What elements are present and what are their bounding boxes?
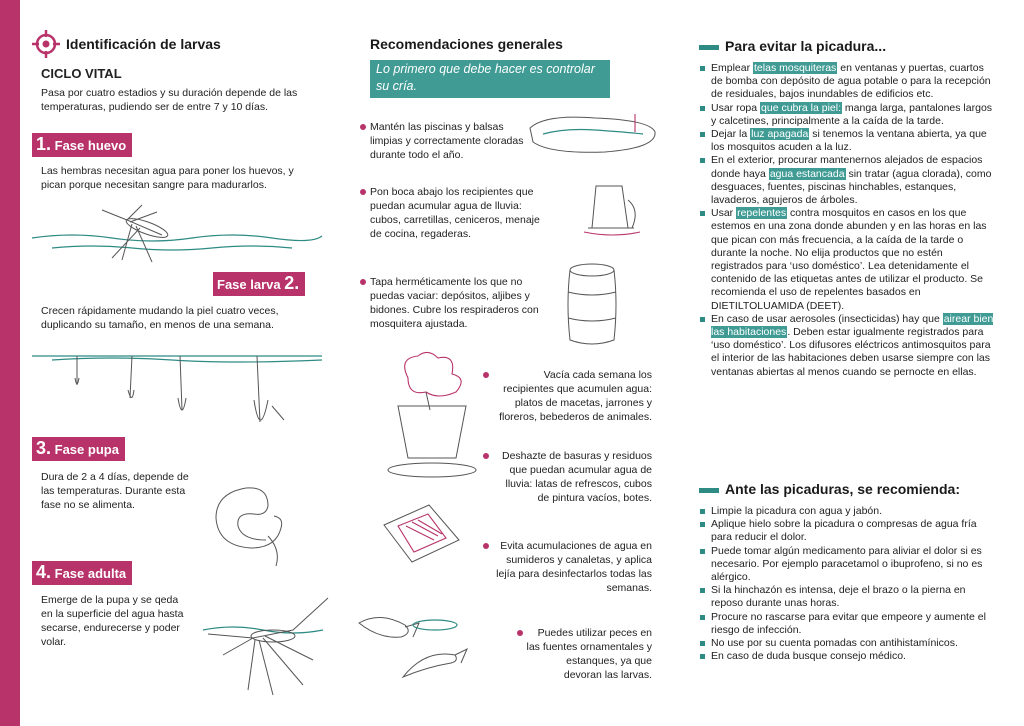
bullet-dot: [483, 372, 489, 378]
bullet-dot: [483, 543, 489, 549]
phase4-text: Emerge de la pupa y se qeda en la superficie del agua hasta secarse, endurecerse y poder volar.: [41, 594, 184, 648]
cycle-title: CICLO VITAL: [41, 66, 122, 81]
recommendation-item: Pon boca abajo los recipientes que puedan acumular agua de lluvia: cubos, carretillas, ceniceros, menaje de cocina, regaderas.: [370, 186, 540, 240]
barrel-illustration: [562, 262, 622, 347]
phase2-heading: Fase larva 2.: [213, 272, 305, 296]
avoid-bites-title: Para evitar la picadura...: [699, 38, 886, 54]
recommendation-item: Mantén las piscinas y balsas limpias y correctamente cloradas durante todo el año.: [370, 121, 524, 161]
bullet-dot: [483, 453, 489, 459]
fish-illustration: [355, 605, 470, 685]
avoid-item: Usar repelentes contra mosquitos en casos en los que estemos en una zona donde abunden y en las horas en las que pican con más frecuencia, a la caída de la tarde o durante la noche. No elija productos que no estén registrados para ‘uso doméstico’. Lea detenidamente el contenido de las etiquetas antes de utilizar el producto. Se recomienda el uso de repelentes basados en DIETILTOLUAMIDA (DEET).: [699, 207, 995, 313]
recommendation-item: Evita acumulaciones de agua en sumideros y canaletas, y aplica lejía para desinfectarlos todas las semanas.: [496, 540, 652, 594]
after-bites-title: Ante las picaduras, se recomienda:: [699, 481, 960, 497]
avoid-item: En caso de usar aerosoles (insecticidas) hay que airear bien las habitaciones. Deben estar igualmente registrados para ‘uso doméstico’. Los difusores eléctricos antimosquitos para el interior de las habitaciones deben usarse siempre con las ventanas abiertas al menos cuando se pernocte en ellas.: [699, 313, 995, 379]
after-item: En caso de duda busque consejo médico.: [699, 650, 995, 663]
cycle-text: Pasa por cuatro estadios y su duración depende de las temperaturas, pudiendo ser de entre 7 y 10 días.: [41, 87, 298, 113]
page-edge-bar: [0, 0, 20, 726]
recommendation-item: Puedes utilizar peces en las fuentes ornamentales y estanques, ya que devoran las larvas.: [526, 627, 652, 681]
larva-illustration: [32, 350, 322, 440]
bullet-dot: [360, 279, 366, 285]
avoid-item: Emplear telas mosquiteras en ventanas y puertas, cuartos de bomba con depósito de agua potable o para la recepción de residuales, bajos inundables de edificios etc.: [699, 62, 995, 102]
phase4-heading: 4. Fase adulta: [32, 561, 132, 585]
after-item: Si la hinchazón es intensa, deje el brazo o la pierna en reposo durante unas horas.: [699, 584, 995, 610]
pupa-illustration: [206, 478, 306, 568]
recommendation-item: Deshazte de basuras y residuos que puedan acumular agua de lluvia: latas de refrescos, cubos de pintura vacíos, botes.: [502, 450, 652, 504]
target-icon: [32, 30, 60, 58]
avoid-item: Dejar la luz apagada si tenemos la ventana abierta, ya que los mosquitos acuden a la luz.: [699, 128, 995, 154]
bucket-illustration: [578, 180, 648, 240]
after-item: Puede tomar algún medicamento para aliviar el dolor si es necesario. Por ejemplo paracetamol o ibuprofeno, si no es alérgico.: [699, 545, 995, 585]
intro-box: Lo primero que debe hacer es controlar su cría.: [370, 60, 610, 98]
phase1-text: Las hembras necesitan agua para poner los huevos, y pican porque necesitan sangre para madurarlos.: [41, 165, 294, 191]
after-item: No use por su cuenta pomadas con antihistamínicos.: [699, 637, 995, 650]
left-column: [28, 0, 328, 726]
bullet-dot: [517, 630, 523, 636]
adult-mosquito-illustration: [193, 590, 333, 700]
section-title: Identificación de larvas: [66, 36, 221, 52]
pool-illustration: [525, 110, 660, 160]
mosquito-egg-illustration: [32, 200, 322, 270]
flowerpot-illustration: [378, 348, 483, 483]
middle-column: [350, 0, 660, 726]
avoid-item: En el exterior, procurar mantenernos alejados de espacios donde haya agua estancada sin tratar (agua clorada), como desguaces, fuentes, piscinas hinchables, estanques, lavaderos, agujeros de árboles.: [699, 154, 995, 207]
recommendations-title: Recomendaciones generales: [370, 36, 563, 52]
phase1-heading: 1. Fase huevo: [32, 133, 132, 157]
right-column: [695, 0, 1005, 726]
phase3-text: Dura de 2 a 4 días, depende de las temperaturas. Durante esta fase no se alimenta.: [41, 471, 189, 511]
after-bites-list: [699, 505, 995, 663]
after-item: Procure no rascarse para evitar que empeore y aumente el riesgo de infección.: [699, 611, 995, 637]
phase2-text: Crecen rápidamente mudando la piel cuatro veces, duplicando su tamaño, en menos de una semana.: [41, 305, 279, 331]
after-item: Aplique hielo sobre la picadura o compresas de agua fría para reducir el dolor.: [699, 518, 995, 544]
phase3-heading: 3. Fase pupa: [32, 437, 125, 461]
bullet-dot: [360, 124, 366, 130]
recommendation-item: Vacía cada semana los recipientes que acumulen agua: platos de macetas, jarrones y floreros, bebederos de animales.: [499, 369, 652, 423]
bullet-dot: [360, 189, 366, 195]
after-item: Limpie la picadura con agua y jabón.: [699, 505, 995, 518]
avoid-bites-list: [699, 62, 995, 379]
drain-illustration: [374, 500, 464, 570]
avoid-item: Usar ropa que cubra la piel: manga larga, pantalones largos y calcetines, principalmente a la caída de la tarde.: [699, 102, 995, 128]
recommendation-item: Tapa herméticamente los que no puedas vaciar: depósitos, aljibes y bidones. Cubre los respiraderos con mosquitera ajustada.: [370, 276, 539, 330]
